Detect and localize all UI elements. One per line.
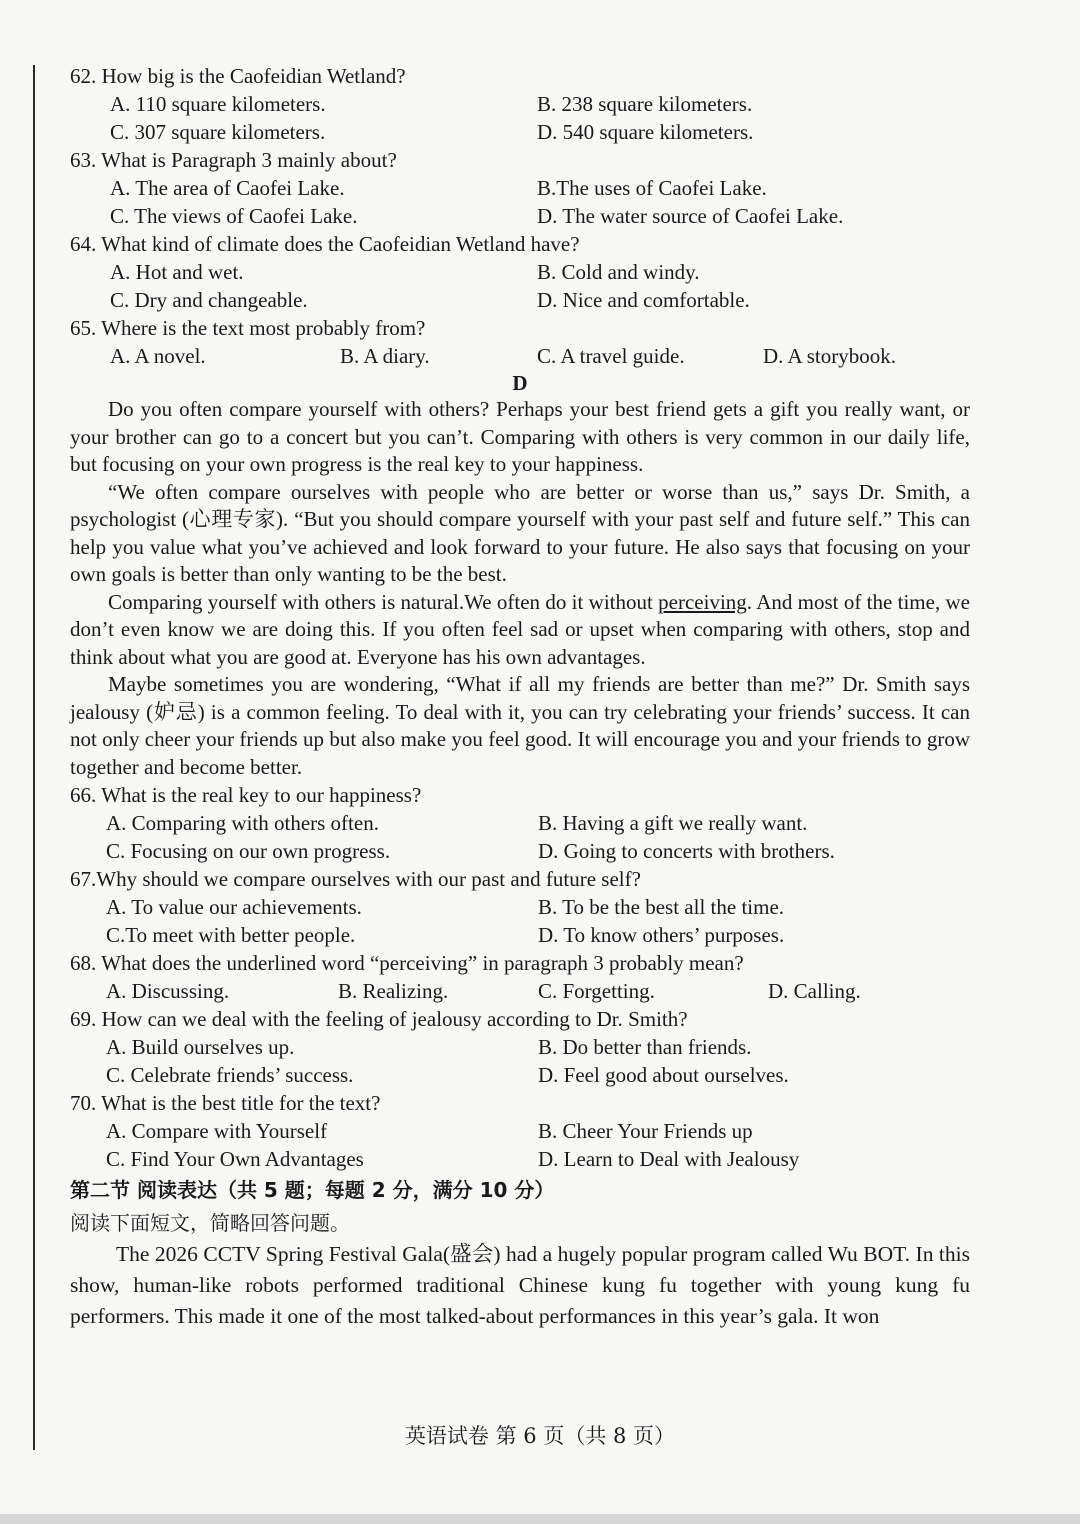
option-63-d: D. The water source of Caofei Lake. <box>537 204 844 228</box>
scan-bottom-edge <box>0 1514 1080 1524</box>
question-63: 63. What is Paragraph 3 mainly about? <box>70 148 397 172</box>
options-68 <box>70 977 970 1005</box>
option-62-d: D. 540 square kilometers. <box>537 120 754 144</box>
option-63-c: C. The views of Caofei Lake. <box>110 204 358 228</box>
option-66-b: B. Having a gift we really want. <box>538 811 808 835</box>
passage-2 <box>70 1239 970 1332</box>
option-65-c: C. A travel guide. <box>537 344 685 368</box>
option-62-a: A. 110 square kilometers. <box>110 92 326 116</box>
options-63-row2 <box>70 202 970 230</box>
options-63-row1 <box>70 174 970 202</box>
passage-d-paragraph-4: Maybe sometimes you are wondering, “What if all my friends are better than me?” Dr. Smith says jealousy (妒忌) is a common feeling. To deal with it, you can try celebrating your friends’ success. It can not only cheer your friends up but also make you feel good. It will encourage you and your friends to grow together and become better. <box>70 672 970 779</box>
option-62-b: B. 238 square kilometers. <box>537 92 753 116</box>
option-64-b: B. Cold and windy. <box>537 260 700 284</box>
options-64-row1 <box>70 258 970 286</box>
option-68-b: B. Realizing. <box>338 979 449 1003</box>
section-d-title: D <box>512 371 528 395</box>
question-68: 68. What does the underlined word “perceiving” in paragraph 3 probably mean? <box>70 951 744 975</box>
option-69-a: A. Build ourselves up. <box>106 1035 295 1059</box>
options-67-row1 <box>70 893 970 921</box>
option-65-d: D. A storybook. <box>763 344 897 368</box>
question-64: 64. What kind of climate does the Caofeidian Wetland have? <box>70 232 580 256</box>
paragraph-3-start: Comparing yourself with others is natural.We often do it without <box>108 589 659 614</box>
options-65 <box>70 342 970 370</box>
binding-margin-line <box>33 65 35 1450</box>
option-70-b: B. Cheer Your Friends up <box>538 1119 753 1143</box>
page-footer: 英语试卷 第 6 页（共 8 页） <box>404 1424 676 1448</box>
option-68-d: D. Calling. <box>768 979 861 1003</box>
option-63-a: A. The area of Caofei Lake. <box>110 176 345 200</box>
option-69-b: B. Do better than friends. <box>538 1035 752 1059</box>
option-66-c: C. Focusing on our own progress. <box>106 839 391 863</box>
option-64-c: C. Dry and changeable. <box>110 288 308 312</box>
section-2-heading: 第二节 阅读表达（共 5 题；每题 2 分，满分 10 分） <box>70 1178 555 1202</box>
option-65-a: A. A novel. <box>110 344 206 368</box>
question-67: 67.Why should we compare ourselves with our past and future self? <box>70 867 641 891</box>
question-65: 65. Where is the text most probably from? <box>70 316 426 340</box>
option-68-a: A. Discussing. <box>106 979 230 1003</box>
option-69-d: D. Feel good about ourselves. <box>538 1063 789 1087</box>
passage-d-paragraph-3 <box>70 589 970 672</box>
option-66-d: D. Going to concerts with brothers. <box>538 839 835 863</box>
options-67-row2 <box>70 921 970 949</box>
passage-d <box>70 396 970 781</box>
options-62-row1 <box>70 90 970 118</box>
options-69-row1 <box>70 1033 970 1061</box>
passage-d-paragraph-1: Do you often compare yourself with others? Perhaps your best friend gets a gift you really want, or your brother can go to a concert but you can’t. Comparing with others is very common in our daily life, but focusing on your own progress is the real key to your happiness. <box>70 397 970 476</box>
paragraph-3-end: . And most of the time, we don’t even know we are doing this. If you often feel sad or upset when comparing with others, stop and think about what you are good at. Everyone has his own advantages. <box>70 589 970 669</box>
option-62-c: C. 307 square kilometers. <box>110 120 326 144</box>
question-66: 66. What is the real key to our happiness? <box>70 783 422 807</box>
option-70-d: D. Learn to Deal with Jealousy <box>538 1147 800 1171</box>
option-68-c: C. Forgetting. <box>538 979 655 1003</box>
options-70-row1 <box>70 1117 970 1145</box>
options-64-row2 <box>70 286 970 314</box>
options-70-row2 <box>70 1145 970 1173</box>
question-62: 62. How big is the Caofeidian Wetland? <box>70 64 406 88</box>
exam-page <box>70 62 970 1332</box>
option-69-c: C. Celebrate friends’ success. <box>106 1063 354 1087</box>
option-67-b: B. To be the best all the time. <box>538 895 785 919</box>
option-63-b: B.The uses of Caofei Lake. <box>537 176 767 200</box>
option-67-a: A. To value our achievements. <box>106 895 362 919</box>
passage-2-paragraph: The 2026 CCTV Spring Festival Gala(盛会) had a hugely popular program called Wu BOT. In this show, human-like robots performed traditional Chinese kung fu together with young kung fu performers. This made it one of the most talked-about performances in this year’s gala. It won <box>70 1242 970 1328</box>
underlined-word: perceiving <box>658 589 747 614</box>
options-66-row2 <box>70 837 970 865</box>
option-70-a: A. Compare with Yourself <box>106 1119 328 1143</box>
option-64-a: A. Hot and wet. <box>110 260 244 284</box>
section-2-instruction: 阅读下面短文，简略回答问题。 <box>70 1211 350 1235</box>
options-62-row2 <box>70 118 970 146</box>
option-66-a: A. Comparing with others often. <box>106 811 379 835</box>
option-70-c: C. Find Your Own Advantages <box>106 1147 364 1171</box>
options-69-row2 <box>70 1061 970 1089</box>
option-67-d: D. To know others’ purposes. <box>538 923 785 947</box>
option-65-b: B. A diary. <box>340 344 430 368</box>
passage-d-paragraph-2: “We often compare ourselves with people who are better or worse than us,” says Dr. Smith, a psychologist (心理专家). “But you should compare yourself with your past self and future self.” This can help you value what you’ve achieved and look forward to your future. He also says that focusing on your own goals is better than only wanting to be the best. <box>70 479 970 586</box>
question-70: 70. What is the best title for the text? <box>70 1091 381 1115</box>
option-67-c: C.To meet with better people. <box>106 923 356 947</box>
question-69: 69. How can we deal with the feeling of jealousy according to Dr. Smith? <box>70 1007 688 1031</box>
option-64-d: D. Nice and comfortable. <box>537 288 750 312</box>
options-66-row1 <box>70 809 970 837</box>
